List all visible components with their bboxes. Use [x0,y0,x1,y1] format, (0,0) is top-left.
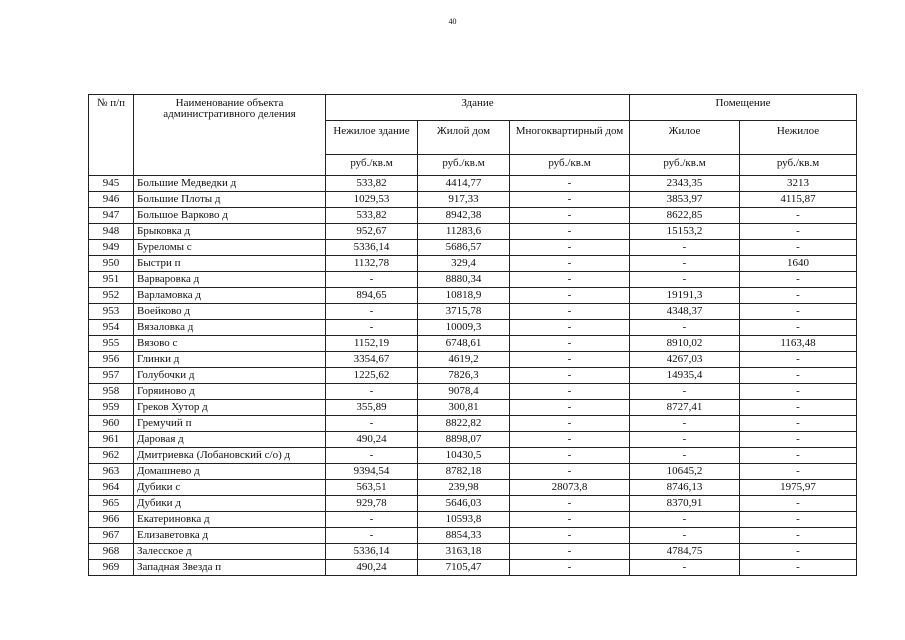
premises-residential-value: - [630,560,740,576]
table-row [89,272,857,288]
premises-residential-value: 8727,41 [630,400,740,416]
building-residential-value: 10430,5 [418,448,510,464]
row-number: 952 [89,288,134,304]
building-nonresidential-value: 533,82 [326,176,418,192]
building-apartment-value: - [510,272,630,288]
building-apartment-value: - [510,288,630,304]
object-name: Домашнево д [134,464,326,480]
building-residential-value: 11283,6 [418,224,510,240]
object-name: Гремучий п [134,416,326,432]
premises-residential-value: - [630,384,740,400]
row-number: 953 [89,304,134,320]
building-nonresidential-value: - [326,320,418,336]
premises-nonresidential-value: - [740,288,857,304]
premises-nonresidential-value: - [740,400,857,416]
object-name: Брыковка д [134,224,326,240]
cadastral-value-table [88,94,857,576]
table-row [89,400,857,416]
building-apartment-value: - [510,560,630,576]
premises-nonresidential-value: 3213 [740,176,857,192]
building-apartment-value: - [510,256,630,272]
building-apartment-value: - [510,384,630,400]
building-residential-value: 3715,78 [418,304,510,320]
object-name: Большое Варково д [134,208,326,224]
table-row [89,240,857,256]
table-row [89,416,857,432]
building-residential-value: 8942,38 [418,208,510,224]
object-name: Екатериновка д [134,512,326,528]
row-number: 950 [89,256,134,272]
object-name: Дубики с [134,480,326,496]
building-residential-value: 917,33 [418,192,510,208]
premises-residential-value: 4267,03 [630,352,740,368]
premises-nonresidential-value: - [740,224,857,240]
table-row [89,384,857,400]
building-apartment-value: - [510,336,630,352]
building-residential-value: 3163,18 [418,544,510,560]
premises-residential-value: - [630,240,740,256]
building-nonresidential-value: 1225,62 [326,368,418,384]
row-number: 947 [89,208,134,224]
premises-nonresidential-value: - [740,496,857,512]
row-number: 945 [89,176,134,192]
object-name: Даровая д [134,432,326,448]
table-row [89,432,857,448]
building-residential-value: 10818,9 [418,288,510,304]
table-body [89,176,857,576]
premises-residential-value: - [630,528,740,544]
premises-nonresidential-value: - [740,544,857,560]
premises-nonresidential-value: 1640 [740,256,857,272]
row-number: 949 [89,240,134,256]
building-apartment-value: - [510,544,630,560]
building-residential-value: 8782,18 [418,464,510,480]
header-name: Наименование объекта административного деления [134,95,326,176]
object-name: Быстри п [134,256,326,272]
row-number: 968 [89,544,134,560]
premises-residential-value: 8910,02 [630,336,740,352]
building-nonresidential-value: - [326,528,418,544]
object-name: Буреломы с [134,240,326,256]
header-premises-nonresidential: Нежилое [740,121,857,155]
building-apartment-value: - [510,448,630,464]
table-row [89,448,857,464]
building-apartment-value: - [510,192,630,208]
table-row [89,256,857,272]
row-number: 954 [89,320,134,336]
table-row [89,560,857,576]
building-apartment-value: - [510,224,630,240]
building-nonresidential-value: 563,51 [326,480,418,496]
row-number: 966 [89,512,134,528]
premises-nonresidential-value: - [740,304,857,320]
premises-residential-value: - [630,432,740,448]
building-residential-value: 10009,3 [418,320,510,336]
premises-nonresidential-value: - [740,528,857,544]
object-name: Большие Медведки д [134,176,326,192]
page-number: 40 [448,17,457,26]
object-name: Варламовка д [134,288,326,304]
premises-nonresidential-value: 1163,48 [740,336,857,352]
premises-residential-value: 8622,85 [630,208,740,224]
premises-nonresidential-value: - [740,272,857,288]
header-unit: руб./кв.м [740,155,857,176]
building-apartment-value: 28073,8 [510,480,630,496]
building-nonresidential-value: 952,67 [326,224,418,240]
building-apartment-value: - [510,208,630,224]
row-number: 965 [89,496,134,512]
premises-nonresidential-value: 4115,87 [740,192,857,208]
table-row [89,320,857,336]
premises-nonresidential-value: - [740,432,857,448]
building-apartment-value: - [510,240,630,256]
table-row [89,512,857,528]
header-num: № п/п [89,95,134,176]
premises-residential-value: - [630,416,740,432]
premises-residential-value: 10645,2 [630,464,740,480]
building-nonresidential-value: 894,65 [326,288,418,304]
premises-nonresidential-value: - [740,240,857,256]
table-row [89,336,857,352]
building-apartment-value: - [510,176,630,192]
premises-residential-value: - [630,320,740,336]
building-nonresidential-value: - [326,384,418,400]
premises-nonresidential-value: - [740,320,857,336]
object-name: Дубики д [134,496,326,512]
premises-residential-value: 4348,37 [630,304,740,320]
building-apartment-value: - [510,496,630,512]
building-apartment-value: - [510,528,630,544]
object-name: Вязаловка д [134,320,326,336]
header-unit: руб./кв.м [510,155,630,176]
header-building-nonresidential: Нежилое здание [326,121,418,155]
building-residential-value: 9078,4 [418,384,510,400]
building-residential-value: 6748,61 [418,336,510,352]
building-apartment-value: - [510,432,630,448]
building-apartment-value: - [510,512,630,528]
header-unit: руб./кв.м [326,155,418,176]
row-number: 969 [89,560,134,576]
building-nonresidential-value: 1132,78 [326,256,418,272]
object-name: Большие Плоты д [134,192,326,208]
table-row [89,288,857,304]
building-residential-value: 8898,07 [418,432,510,448]
building-residential-value: 7826,3 [418,368,510,384]
building-nonresidential-value: 533,82 [326,208,418,224]
premises-residential-value: 8370,91 [630,496,740,512]
table-row [89,176,857,192]
premises-nonresidential-value: - [740,560,857,576]
premises-residential-value: 8746,13 [630,480,740,496]
row-number: 967 [89,528,134,544]
building-nonresidential-value: 490,24 [326,432,418,448]
table-row [89,208,857,224]
table-row [89,528,857,544]
table-row [89,544,857,560]
row-number: 946 [89,192,134,208]
object-name: Глинки д [134,352,326,368]
premises-nonresidential-value: - [740,384,857,400]
building-apartment-value: - [510,368,630,384]
building-nonresidential-value: 9394,54 [326,464,418,480]
header-building: Здание [326,95,630,121]
premises-nonresidential-value: - [740,448,857,464]
premises-residential-value: 19191,3 [630,288,740,304]
object-name: Вязово с [134,336,326,352]
table-row [89,480,857,496]
premises-nonresidential-value: - [740,368,857,384]
premises-residential-value: 4784,75 [630,544,740,560]
building-nonresidential-value: 1029,53 [326,192,418,208]
row-number: 961 [89,432,134,448]
building-apartment-value: - [510,400,630,416]
premises-nonresidential-value: 1975,97 [740,480,857,496]
table-row [89,464,857,480]
object-name: Дмитриевка (Лобановский с/о) д [134,448,326,464]
premises-residential-value: - [630,512,740,528]
row-number: 957 [89,368,134,384]
object-name: Залесское д [134,544,326,560]
building-residential-value: 5686,57 [418,240,510,256]
building-nonresidential-value: 5336,14 [326,240,418,256]
premises-nonresidential-value: - [740,464,857,480]
building-residential-value: 329,4 [418,256,510,272]
premises-residential-value: 14935,4 [630,368,740,384]
building-apartment-value: - [510,352,630,368]
building-apartment-value: - [510,416,630,432]
building-residential-value: 4414,77 [418,176,510,192]
premises-residential-value: 2343,35 [630,176,740,192]
row-number: 958 [89,384,134,400]
building-nonresidential-value: 929,78 [326,496,418,512]
object-name: Елизаветовка д [134,528,326,544]
building-nonresidential-value: - [326,272,418,288]
header-building-apartment: Многоквартирный дом [510,121,630,155]
building-residential-value: 300,81 [418,400,510,416]
object-name: Воейково д [134,304,326,320]
building-nonresidential-value: 3354,67 [326,352,418,368]
premises-residential-value: - [630,272,740,288]
table-header [89,95,857,176]
building-residential-value: 5646,03 [418,496,510,512]
building-nonresidential-value: 1152,19 [326,336,418,352]
building-nonresidential-value: - [326,512,418,528]
row-number: 959 [89,400,134,416]
header-building-residential: Жилой дом [418,121,510,155]
premises-residential-value: - [630,448,740,464]
building-residential-value: 4619,2 [418,352,510,368]
premises-nonresidential-value: - [740,208,857,224]
table-row [89,224,857,240]
object-name: Горяиново д [134,384,326,400]
building-residential-value: 8822,82 [418,416,510,432]
row-number: 948 [89,224,134,240]
header-unit: руб./кв.м [630,155,740,176]
table-row [89,496,857,512]
building-residential-value: 7105,47 [418,560,510,576]
premises-nonresidential-value: - [740,352,857,368]
premises-nonresidential-value: - [740,512,857,528]
table-row [89,352,857,368]
table-row [89,192,857,208]
building-nonresidential-value: 5336,14 [326,544,418,560]
row-number: 960 [89,416,134,432]
premises-residential-value: 3853,97 [630,192,740,208]
header-unit: руб./кв.м [418,155,510,176]
building-nonresidential-value: - [326,448,418,464]
building-nonresidential-value: 490,24 [326,560,418,576]
building-nonresidential-value: 355,89 [326,400,418,416]
building-apartment-value: - [510,304,630,320]
building-residential-value: 8854,33 [418,528,510,544]
row-number: 964 [89,480,134,496]
table-row [89,304,857,320]
building-apartment-value: - [510,320,630,336]
object-name: Греков Хутор д [134,400,326,416]
row-number: 963 [89,464,134,480]
table-row [89,368,857,384]
row-number: 962 [89,448,134,464]
object-name: Западная Звезда п [134,560,326,576]
building-nonresidential-value: - [326,304,418,320]
building-residential-value: 239,98 [418,480,510,496]
header-premises: Помещение [630,95,857,121]
premises-residential-value: - [630,256,740,272]
header-premises-residential: Жилое [630,121,740,155]
row-number: 951 [89,272,134,288]
premises-nonresidential-value: - [740,416,857,432]
object-name: Голубочки д [134,368,326,384]
building-apartment-value: - [510,464,630,480]
row-number: 955 [89,336,134,352]
row-number: 956 [89,352,134,368]
building-nonresidential-value: - [326,416,418,432]
premises-residential-value: 15153,2 [630,224,740,240]
building-residential-value: 8880,34 [418,272,510,288]
object-name: Варваровка д [134,272,326,288]
building-residential-value: 10593,8 [418,512,510,528]
